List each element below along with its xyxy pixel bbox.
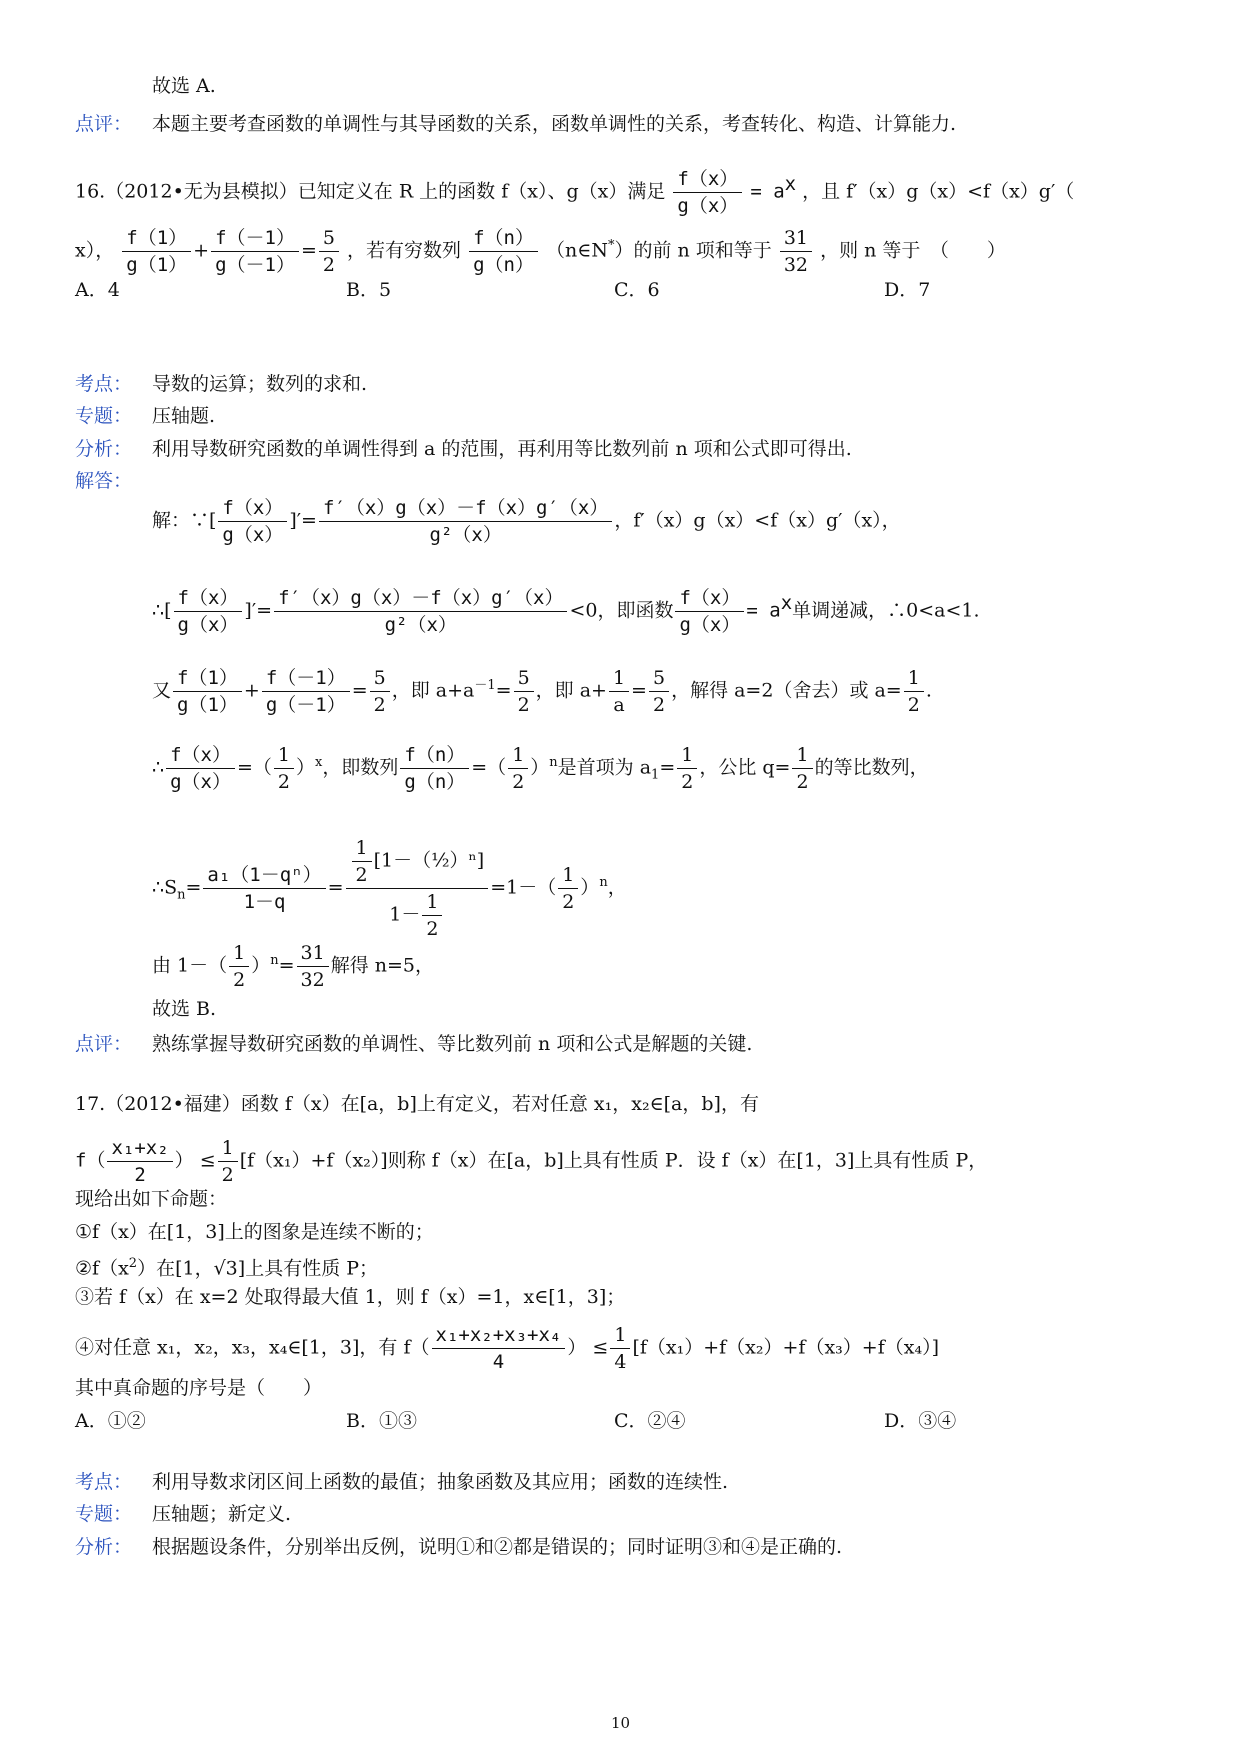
q16-fenxi-label: 分析： (75, 438, 133, 460)
prev-comment-label: 点评： (75, 113, 133, 135)
q17-proposition-4: ④对任意 x₁，x₂，x₃，x₄∈[1，3]，有 f（ $\frac{\text{x₁+x₂+x₃+x₄}}{4}$ ） ≤ $\frac{1}{4}$ [f（x₁）+f（x₂）+f（x₃）+f（x₄）] (75, 1324, 939, 1373)
q16-option-d: D．7 (884, 279, 931, 301)
q17-option-a: A．①② (75, 1410, 146, 1432)
q17-fenxi-label: 分析： (75, 1536, 133, 1558)
q16-solution-line6: 由 1－（ $\frac{1}{2}$ ）$^n$= $\frac{31}{32}$ 解得 n=5， (152, 942, 435, 991)
q16-solution-line4: ∴ $\frac{f(x)}{g(x)}$ =（ $\frac{1}{2}$ ）$^x$，即数列 $\frac{f(n)}{g(n)}$ =（ $\frac{1}{2}$ ）$^n$是首项为 $a_1=$ $\frac{1}{2}$ ，公比 q= $\frac{1}{2}$ 的等比数列， (152, 744, 929, 793)
q16-stem-line1: 16.（2012•无为县模拟）已知定义在 R 上的函数 f（x）、g（x）满足 $\frac{f(x)}{g(x)}$ = $a^x$ ，且 f′（x）g（x）<f（x）g′（ (75, 168, 1075, 217)
q17-ask: 其中真命题的序号是（ ） (75, 1377, 323, 1399)
q16-zhuanti: 压轴题. (152, 405, 216, 427)
q17-stem-line1: 17.（2012•福建）函数 f（x）在[a，b]上有定义，若对任意 x₁，x₂∈[a，b]，有 (75, 1093, 759, 1115)
q17-stem-line2: f（ $\frac{\text{x₁+x₂}}{2}$ ） ≤ $\frac{1}{2}$ [f（x₁）+f（x₂）]则称 f（x）在[a，b]上具有性质 P．设 f（x）在[1，3]上具有性质 P， (75, 1137, 988, 1186)
q17-option-d: D．③④ (884, 1410, 957, 1432)
q17-kaodian: 利用导数求闭区间上函数的最值；抽象函数及其应用；函数的连续性. (152, 1471, 729, 1493)
q16-zhuanti-label: 专题： (75, 405, 133, 427)
q16-solution-line3: 又 $\frac{f(1)}{g(1)}$ + $\frac{f(-1)}{g(-1)}$ = $\frac{5}{2}$ ，即 $a+a^{-1}=$ $\frac{5}{2}$ ，即 a+ $\frac{1}{a}$ = $\frac{5}{2}$ ，解得 a=2（舍去）或 a= $\frac{1}{2}$ . (152, 667, 932, 716)
q17-kaodian-label: 考点： (75, 1471, 133, 1493)
q16-kaodian: 导数的运算；数列的求和. (152, 373, 368, 395)
q16-option-a: A．4 (75, 279, 120, 301)
q16-kaodian-label: 考点： (75, 373, 133, 395)
q17-zhuanti-label: 专题： (75, 1503, 133, 1525)
q16-comment-label: 点评： (75, 1033, 133, 1055)
q16-choice: 故选 B. (152, 998, 217, 1020)
q16-jieda-label: 解答： (75, 470, 133, 492)
prev-comment: 本题主要考查函数的单调性与其导函数的关系，函数单调性的关系，考查转化、构造、计算能力. (152, 113, 957, 135)
q17-option-c: C．②④ (614, 1410, 686, 1432)
q17-proposition-1: ①f（x）在[1，3]上的图象是连续不断的； (75, 1221, 434, 1243)
page-number: 10 (610, 1714, 631, 1732)
q17-fenxi: 根据题设条件，分别举出反例，说明①和②都是错误的；同时证明③和④是正确的. (152, 1536, 843, 1558)
prev-choice: 故选 A. (152, 75, 216, 97)
q16-fenxi: 利用导数研究函数的单调性得到 a 的范围，再利用等比数列前 n 项和公式即可得出. (152, 438, 852, 460)
q17-proposition-2: $②f(x^2)$在[1，√3]上具有性质 P； (75, 1256, 379, 1280)
q16-solution-line2: ∴[ $\frac{f(x)}{g(x)}$ ]′= $\frac{f'(x)g(x)-f(x)g'(x)}{\text{g²（x）}}$ <0，即函数 $\frac{f(x)}{g(x)}$ = $a^x$单调递减，∴0<a<1. (152, 587, 980, 636)
q16-option-c: C．6 (614, 279, 660, 301)
q16-stem-line2: x）， $\frac{f(1)}{g(1)}$ + $\frac{f(-1)}{g(-1)}$ = $\frac{5}{2}$ ，若有穷数列 $\frac{f(n)}{g(n)}$ （n∈N*）的前 n 项和等于 $\frac{31}{32}$ ，则 n 等于 （ ） (75, 227, 1006, 276)
q16-option-b: B．5 (346, 279, 392, 301)
q17-option-b: B．①③ (346, 1410, 417, 1432)
q17-proposition-3: ③若 f（x）在 x=2 处取得最大值 1，则 f（x）=1，x∈[1，3]； (75, 1286, 626, 1308)
q16-solution-line1: 解：∵[ $\frac{f(x)}{g(x)}$ ]′= $\frac{f'(x)g(x)-f(x)g'(x)}{\text{g²（x）}}$ ，f′（x）g（x）<f（x）g′（x）， (152, 497, 901, 546)
q16-solution-line5: $\therefore S_n=$ $\frac{\text{a₁（1－qⁿ）}}{1-q}$ = $\frac{1}{2}$ [1－（½）ⁿ] 1－ $\frac{1}{2}$ =1－（ $\frac{1}{2}$ ）$^n$， (152, 837, 627, 940)
q17-zhuanti: 压轴题；新定义. (152, 1503, 292, 1525)
q16-comment: 熟练掌握导数研究函数的单调性、等比数列前 n 项和公式是解题的关键. (152, 1033, 753, 1055)
q17-stem-line3: 现给出如下命题： (75, 1188, 228, 1210)
